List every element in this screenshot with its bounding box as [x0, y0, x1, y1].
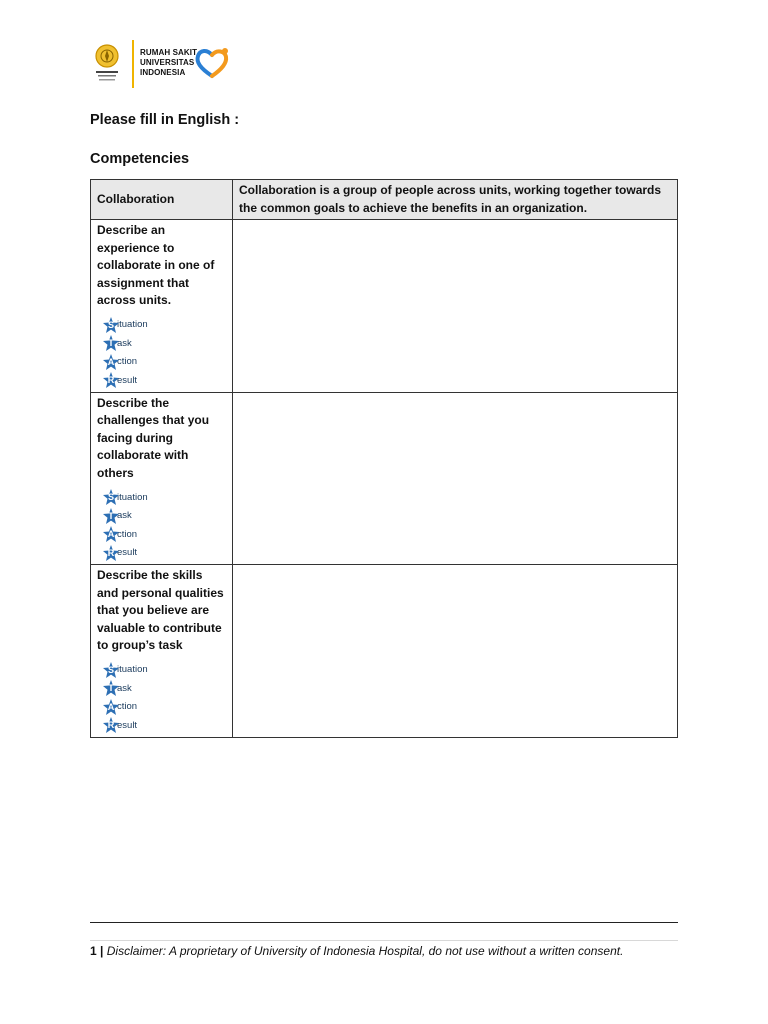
star-word: esult [117, 719, 138, 731]
star-icon [103, 662, 119, 678]
star-item-action [103, 353, 226, 372]
logo-divider [132, 40, 134, 88]
question-cell [91, 220, 233, 393]
question-cell [91, 392, 233, 565]
star-word: esult [117, 547, 138, 558]
star-item-task [103, 679, 226, 698]
star-item-situation [103, 316, 226, 335]
question-cell [91, 565, 233, 738]
star-icon [103, 372, 119, 388]
star-icon [103, 508, 119, 524]
star-icon [103, 526, 119, 542]
star-letter: S [107, 664, 114, 675]
star-word: ction [117, 528, 138, 540]
page-footer [90, 944, 623, 958]
logo-line: UNIVERSITAS [140, 58, 195, 67]
star-letter: R [107, 547, 115, 558]
footer-rule [90, 940, 678, 941]
star-word: ask [117, 682, 132, 694]
page-number: 1 [90, 944, 97, 958]
table-row [91, 565, 678, 738]
heart-logo-icon [194, 46, 230, 80]
star-word: ituation [117, 319, 148, 330]
star-item-task [103, 507, 226, 526]
answer-cell[interactable] [233, 565, 678, 738]
star-item-result [103, 716, 226, 735]
footer-separator: | [100, 944, 104, 958]
star-letter: R [107, 720, 115, 731]
answer-cell[interactable] [233, 220, 678, 393]
star-letter: A [107, 356, 115, 367]
star-method-list [97, 661, 226, 735]
star-letter: S [107, 492, 114, 503]
star-icon [103, 699, 119, 715]
star-letter: T [108, 338, 114, 349]
table-header-row [91, 180, 678, 220]
star-letter: S [107, 319, 114, 330]
star-icon [103, 489, 119, 505]
star-letter: A [107, 529, 115, 540]
instruction-heading: Please fill in English : [90, 112, 240, 128]
star-word: ction [117, 356, 138, 367]
star-letter: T [108, 683, 114, 694]
section-title: Competencies [90, 151, 190, 167]
star-icon [103, 335, 119, 351]
star-method-list [97, 316, 226, 390]
star-item-result [103, 544, 226, 563]
star-item-task [103, 334, 226, 353]
star-icon [103, 680, 119, 696]
logo-text [140, 48, 197, 78]
disclaimer-text: Disclaimer: A proprietary of University of Indonesia Hospital, do not use without a written consent. [106, 944, 624, 958]
question-text: Describe the challenges that you facing during collaborate with others [97, 395, 210, 480]
table-row [91, 220, 678, 393]
logo-line: INDONESIA [140, 68, 186, 77]
answer-cell[interactable] [233, 392, 678, 565]
footer-divider [90, 922, 678, 923]
star-item-result [103, 371, 226, 390]
university-seal-icon [92, 42, 122, 86]
star-item-situation [103, 488, 226, 507]
hospital-logo [90, 38, 240, 90]
star-word: ask [117, 510, 132, 521]
star-method-list [97, 488, 226, 562]
question-text: Describe the skills and personal qualities that you believe are valuable to contribute to group’s task [97, 568, 224, 652]
star-icon [103, 317, 119, 333]
star-letter: R [107, 375, 115, 386]
star-word: ituation [117, 664, 148, 675]
star-letter: A [107, 701, 115, 712]
competency-label: Collaboration [91, 180, 233, 220]
star-word: ask [117, 337, 132, 349]
star-item-action [103, 525, 226, 544]
star-icon [103, 354, 119, 370]
star-word: ituation [117, 491, 148, 503]
star-letter: T [108, 510, 114, 521]
star-item-situation [103, 661, 226, 680]
logo-line: RUMAH SAKIT [140, 48, 198, 57]
star-icon [103, 717, 119, 733]
star-item-action [103, 698, 226, 717]
competency-definition: Collaboration is a group of people across units, working together towards the common goals to achieve the benefits in an organization. [233, 180, 678, 220]
star-word: ction [117, 701, 138, 712]
question-text: Describe an experience to collaborate in one of assignment that across units. [97, 223, 215, 307]
star-icon [103, 545, 119, 561]
table-row [91, 392, 678, 565]
competency-table [90, 179, 678, 738]
star-word: esult [117, 374, 138, 386]
